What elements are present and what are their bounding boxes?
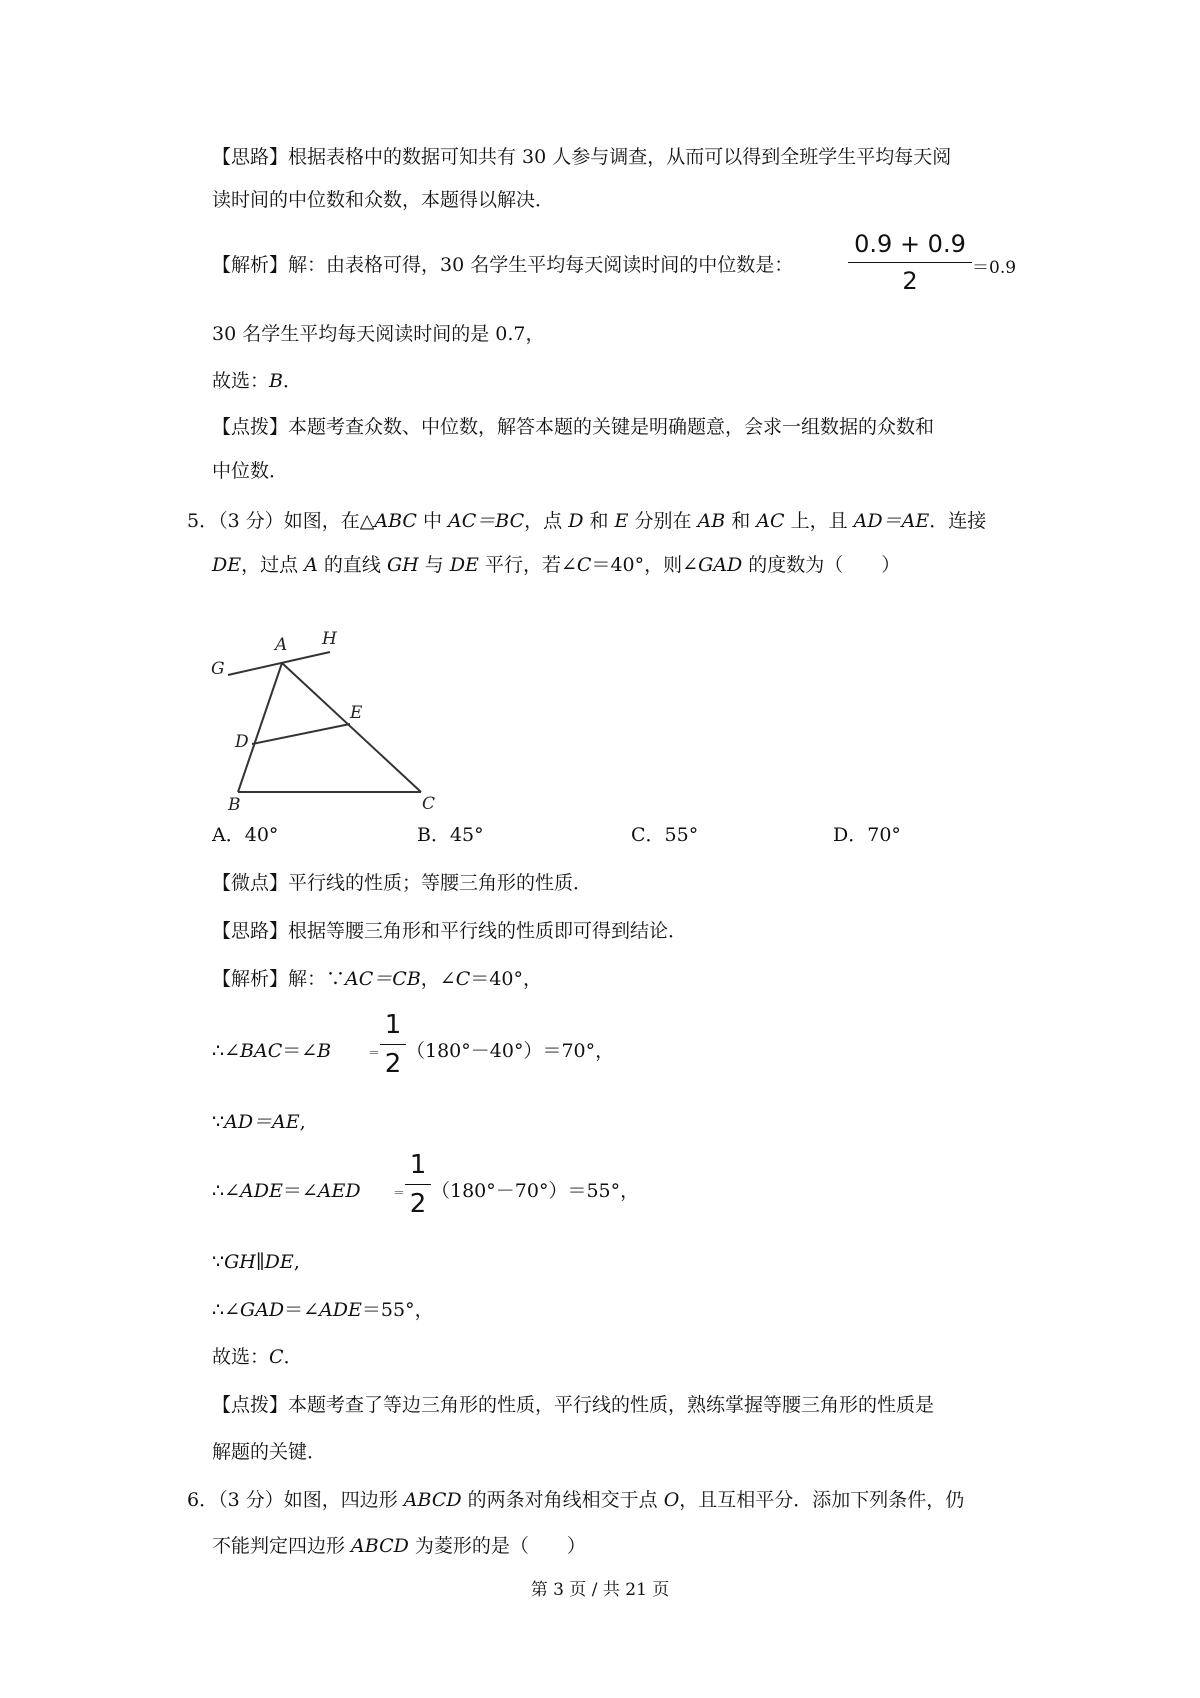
q5-step2-left: ∴∠BAC＝∠B — [212, 1040, 332, 1062]
answer-letter: B — [269, 370, 283, 392]
half-fraction-2: 1 2 — [405, 1152, 431, 1217]
label-B: B — [228, 795, 241, 810]
label-D: D — [235, 732, 249, 752]
q5-weidian: 【微点】平行线的性质；等腰三角形的性质． — [212, 872, 593, 894]
fraction-numerator: 0.9 + 0.9 — [854, 230, 966, 258]
dianbo-tag: 【点拨】 — [212, 1394, 289, 1416]
question-number: 6． — [187, 1489, 219, 1511]
q5-answer-line: 故选：C． — [212, 1346, 303, 1368]
q4-median-fraction — [848, 232, 972, 293]
q5-dianbo-line2: 解题的关键． — [212, 1441, 327, 1463]
segment-DE — [252, 724, 350, 744]
q5-step6: ∴∠GAD＝∠ADE＝55°， — [212, 1299, 434, 1321]
q5-step3: ∵AD＝AE, — [212, 1111, 306, 1133]
label-C: C — [422, 794, 436, 810]
q5-step2-right: （180°－40°）＝70°， — [406, 1040, 615, 1062]
answer-letter: C — [269, 1346, 284, 1368]
q5-step4-left: ∴∠ADE＝∠AED — [212, 1180, 361, 1202]
option-a[interactable]: A．40° — [212, 824, 279, 846]
q5-stem-line2: DE，过点 A 的直线 GH 与 DE 平行，若∠C＝40°，则∠GAD 的度数为（ ） — [212, 554, 901, 576]
q4-answer-line: 故选：B． — [212, 370, 302, 392]
q4-mode-line: 30 名学生平均每天阅读时间的是 0.7， — [212, 323, 545, 345]
page-footer: 第 3 页 / 共 21 页 — [530, 1580, 670, 1600]
side-AB — [238, 663, 282, 792]
fraction-denominator: 2 — [902, 267, 918, 295]
q6-stem-line1: 6．（3 分）如图，四边形 ABCD 的两条对角线相交于点 O，且互相平分．添加下列条件，仍 — [187, 1489, 965, 1511]
q4-silu-line1: 【思路】根据表格中的数据可知共有 30 人参与调查，从而可以得到全班学生平均每天阅 — [212, 146, 952, 168]
side-AC — [282, 663, 421, 792]
q5-stem-line1: 5．（3 分）如图，在△ABC 中 AC＝BC，点 D 和 E 分别在 AB 和 AC 上，且 AD＝AE．连接 — [187, 510, 987, 532]
label-G: G — [211, 659, 225, 679]
option-c[interactable]: C．55° — [631, 824, 699, 846]
q5-triangle-figure — [200, 612, 440, 810]
q4-dianbo-line2: 中位数． — [212, 460, 289, 482]
q4-fraction-result: ＝0.9 — [972, 258, 1017, 278]
q5-step2-equals: ＝ — [368, 1046, 381, 1060]
q5-step4-right: （180°－70°）＝55°， — [431, 1180, 640, 1202]
silu-tag: 【思路】 — [212, 920, 289, 942]
half-fraction-1: 1 2 — [380, 1012, 406, 1077]
dianbo-tag: 【点拨】 — [212, 416, 289, 438]
q4-jiexi-line1: 【解析】解：由表格可得，30 名学生平均每天阅读时间的中位数是： — [212, 254, 794, 276]
label-H: H — [322, 629, 337, 649]
q5-step5: ∵GH∥DE, — [212, 1251, 300, 1273]
option-d[interactable]: D．70° — [833, 824, 901, 846]
question-score: （3 分） — [218, 1489, 284, 1511]
question-number: 5． — [187, 510, 219, 532]
option-b[interactable]: B．45° — [417, 824, 484, 846]
q5-jiexi-line1: 【解析】解：∵AC＝CB，∠C＝40°， — [212, 968, 542, 990]
question-score: （3 分） — [218, 510, 284, 532]
q6-stem-line2: 不能判定四边形 ABCD 为菱形的是（ ） — [212, 1535, 586, 1557]
label-A: A — [275, 635, 288, 655]
q4-silu-line2: 读时间的中位数和众数，本题得以解决． — [212, 189, 555, 211]
q5-dianbo-line1: 【点拨】本题考查了等边三角形的性质，平行线的性质，熟练掌握等腰三角形的性质是 — [212, 1394, 935, 1416]
jiexi-tag: 【解析】 — [212, 968, 289, 990]
q4-dianbo-line1: 【点拨】本题考查众数、中位数，解答本题的关键是明确题意，会求一组数据的众数和 — [212, 416, 935, 438]
label-E: E — [350, 703, 363, 723]
q5-step4-equals: ＝ — [393, 1186, 406, 1200]
fraction-bar — [848, 262, 972, 263]
jiexi-tag: 【解析】 — [212, 254, 289, 276]
q5-silu: 【思路】根据等腰三角形和平行线的性质即可得到结论． — [212, 920, 688, 942]
weidian-tag: 【微点】 — [212, 872, 289, 894]
silu-tag: 【思路】 — [212, 146, 289, 168]
